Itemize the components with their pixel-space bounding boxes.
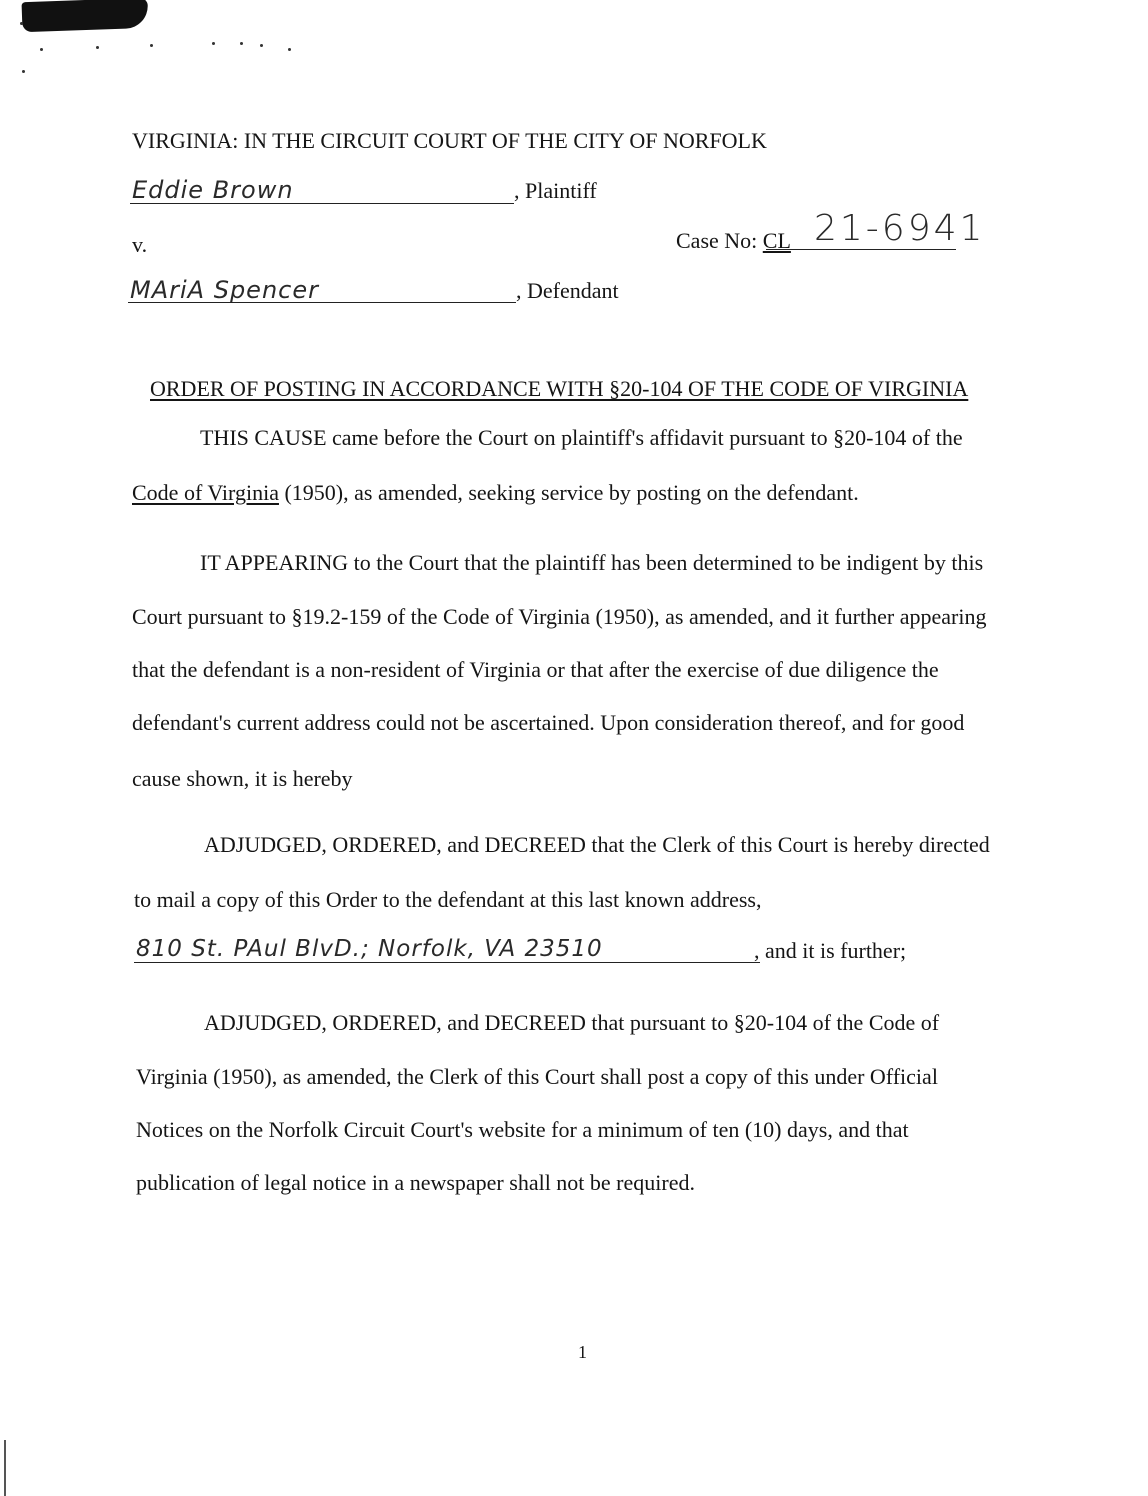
- code-of-virginia-ref: Code of Virginia: [132, 480, 279, 505]
- defendant-address: 810 St. PAul BlvD.; Norfolk, VA 23510: [136, 936, 603, 962]
- p2-line-3: that the defendant is a non-resident of Virginia or that after the exercise of due diligence the: [132, 657, 939, 682]
- scan-speck: [20, 22, 23, 25]
- order-title: ORDER OF POSTING IN ACCORDANCE WITH §20-104 OF THE CODE OF VIRGINIA: [150, 376, 969, 401]
- defendant-name-rule: [128, 302, 516, 303]
- p2-line-2: Court pursuant to §19.2-159 of the Code of Virginia (1950), as amended, and it further appearing: [132, 604, 987, 629]
- page-number: 1: [578, 1342, 587, 1362]
- scan-speck: [240, 42, 243, 45]
- case-number-rule: [766, 249, 956, 250]
- scan-speck: [96, 46, 99, 49]
- case-number-value: 21-6941: [814, 208, 986, 249]
- p1-line-2: Code of Virginia (1950), as amended, seeking service by posting on the defendant.: [132, 480, 859, 505]
- case-number-label: Case No: CL: [676, 228, 791, 253]
- scan-speck: [40, 48, 43, 51]
- p2-line-4: defendant's current address could not be ascertained. Upon consideration thereof, and for good: [132, 710, 965, 735]
- p2-line-5: cause shown, it is hereby: [132, 766, 353, 791]
- p1-line-1: THIS CAUSE came before the Court on plaintiff's affidavit pursuant to §20-104 of the: [200, 425, 963, 450]
- plaintiff-name: Eddie Brown: [132, 176, 294, 204]
- scan-edge-line: [4, 1440, 6, 1496]
- scan-speck: [22, 70, 25, 73]
- case-number-prefix: CL: [762, 228, 791, 253]
- court-heading: VIRGINIA: IN THE CIRCUIT COURT OF THE CITY OF NORFOLK: [132, 128, 767, 153]
- p4-line-4: publication of legal notice in a newspaper shall not be required.: [136, 1170, 695, 1195]
- p3-line-1: ADJUDGED, ORDERED, and DECREED that the Clerk of this Court is hereby directed: [204, 832, 990, 857]
- p4-line-3: Notices on the Norfolk Circuit Court's website for a minimum of ten (10) days, and that: [136, 1117, 909, 1142]
- address-rule: [134, 962, 760, 963]
- address-suffix: , and it is further;: [754, 938, 907, 963]
- redaction-blot: [22, 0, 149, 32]
- scan-speck: [150, 44, 153, 47]
- p2-line-1: IT APPEARING to the Court that the plaintiff has been determined to be indigent by this: [200, 550, 984, 575]
- defendant-name: MAriA Spencer: [130, 276, 319, 304]
- p4-line-1: ADJUDGED, ORDERED, and DECREED that pursuant to §20-104 of the Code of: [204, 1010, 940, 1035]
- plaintiff-name-rule: [130, 203, 514, 204]
- p4-line-2: Virginia (1950), as amended, the Clerk of this Court shall post a copy of this under Official: [136, 1064, 938, 1089]
- scan-speck: [212, 42, 215, 45]
- scan-speck: [260, 44, 263, 47]
- p3-line-2: to mail a copy of this Order to the defendant at this last known address,: [134, 887, 762, 912]
- plaintiff-label: , Plaintiff: [514, 178, 597, 203]
- versus-label: v.: [132, 232, 148, 257]
- scan-speck: [288, 48, 291, 51]
- defendant-label: , Defendant: [516, 278, 619, 303]
